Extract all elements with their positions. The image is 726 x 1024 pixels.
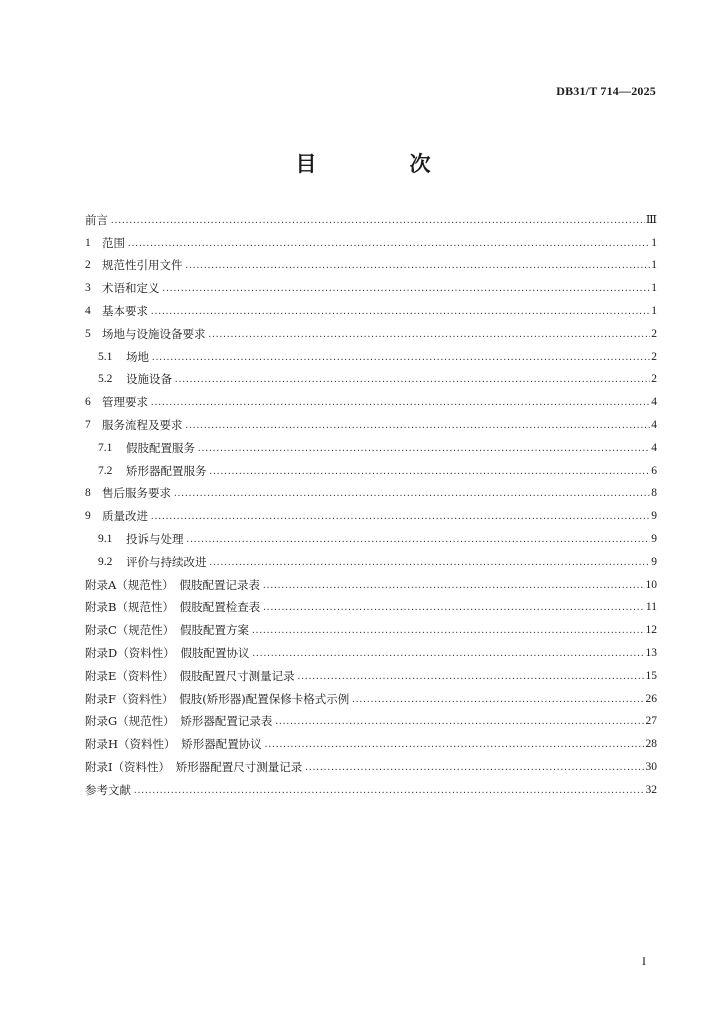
toc-entry-page: 10 <box>645 578 657 591</box>
toc-entry-page: 4 <box>651 418 657 431</box>
toc-entry-number: 3 <box>85 282 91 295</box>
toc-entry-number: 7.1 <box>98 441 113 454</box>
toc-entry[interactable] <box>85 456 657 479</box>
toc-entry-title: 场地 <box>126 349 149 364</box>
toc-entry-number: 1 <box>85 236 91 249</box>
toc-entry-page: 11 <box>645 601 657 614</box>
toc-dot-leader <box>163 282 651 296</box>
toc-entry-title: 附录F（资料性） 假肢(矫形器)配置保修卡格式示例 <box>85 691 350 706</box>
toc-entry-number: 2 <box>85 259 91 272</box>
toc-entry-title: 前言 <box>85 212 108 227</box>
toc-dot-leader <box>265 738 645 752</box>
toc-entry-title: 附录A（规范性） 假肢配置记录表 <box>85 577 261 592</box>
toc-entry-page: 8 <box>651 487 657 500</box>
toc-entry-page: 9 <box>651 555 657 568</box>
table-of-contents <box>85 205 657 798</box>
toc-dot-leader <box>298 670 645 684</box>
toc-dot-leader <box>111 214 645 228</box>
toc-entry-title: 基本要求 <box>102 303 148 318</box>
toc-entry-title: 设施设备 <box>126 372 172 387</box>
toc-entry-page: 1 <box>651 259 657 272</box>
toc-dot-leader <box>151 396 650 410</box>
toc-entry[interactable] <box>85 251 657 274</box>
toc-entry[interactable] <box>85 433 657 456</box>
toc-entry-page: 1 <box>651 282 657 295</box>
toc-entry-title: 术语和定义 <box>102 281 160 296</box>
toc-entry-title: 附录B（规范性） 假肢配置检查表 <box>85 600 261 615</box>
toc-entry-page: 27 <box>645 715 657 728</box>
toc-entry-page: 13 <box>645 646 657 659</box>
toc-entry-page: 32 <box>645 783 657 796</box>
toc-dot-leader <box>210 556 651 570</box>
toc-entry[interactable] <box>85 752 657 775</box>
toc-dot-leader <box>210 465 651 479</box>
toc-entry-number: 6 <box>85 396 91 409</box>
toc-entry-title: 参考文献 <box>85 782 131 797</box>
toc-entry-number: 9.2 <box>98 555 113 568</box>
toc-entry-page: 26 <box>645 692 657 705</box>
toc-entry-title: 管理要求 <box>102 395 148 410</box>
toc-entry-title: 服务流程及要求 <box>102 417 183 432</box>
toc-entry-title: 附录H（资料性） 矫形器配置协议 <box>85 737 262 752</box>
toc-entry-title: 场地与设施设备要求 <box>102 326 206 341</box>
toc-entry[interactable] <box>85 638 657 661</box>
toc-dot-leader <box>151 305 650 319</box>
toc-entry-number: 5.2 <box>98 373 113 386</box>
toc-entry-title: 评价与持续改进 <box>126 554 207 569</box>
toc-entry-title: 矫形器配置服务 <box>126 463 207 478</box>
toc-dot-leader <box>134 784 645 798</box>
toc-title: 目 次 <box>295 151 467 176</box>
toc-entry[interactable] <box>85 205 657 228</box>
toc-entry[interactable] <box>85 684 657 707</box>
toc-dot-leader <box>175 373 650 387</box>
toc-dot-leader <box>174 487 650 501</box>
toc-dot-leader <box>151 510 650 524</box>
toc-entry-title: 附录D（资料性） 假肢配置协议 <box>85 645 250 660</box>
toc-entry[interactable] <box>85 729 657 752</box>
toc-entry-page: 2 <box>651 350 657 363</box>
toc-dot-leader <box>252 624 644 638</box>
toc-entry[interactable] <box>85 228 657 251</box>
toc-dot-leader <box>198 442 650 456</box>
toc-entry-title: 附录C（规范性） 假肢配置方案 <box>85 623 250 638</box>
toc-entry-page: 15 <box>645 669 657 682</box>
toc-entry[interactable] <box>85 410 657 433</box>
toc-entry-number: 5.1 <box>98 350 113 363</box>
toc-dot-leader <box>152 351 650 365</box>
toc-dot-leader <box>186 259 651 273</box>
toc-entry[interactable] <box>85 319 657 342</box>
toc-dot-leader <box>263 601 645 615</box>
toc-entry-page: 28 <box>645 738 657 751</box>
toc-entry-title: 质量改进 <box>102 509 148 524</box>
toc-entry[interactable] <box>85 365 657 388</box>
toc-entry-number: 7 <box>85 418 91 431</box>
toc-entry-page: 1 <box>651 236 657 249</box>
toc-entry-page: 2 <box>651 373 657 386</box>
toc-entry-page: 9 <box>651 532 657 545</box>
toc-entry[interactable] <box>85 775 657 798</box>
toc-dot-leader <box>263 579 644 593</box>
toc-entry-title: 假肢配置服务 <box>126 440 195 455</box>
toc-entry-title: 范围 <box>102 235 125 250</box>
toc-entry[interactable] <box>85 593 657 616</box>
toc-entry-title: 附录I（资料性） 矫形器配置尺寸测量记录 <box>85 759 303 774</box>
toc-entry-title: 附录E（资料性） 假肢配置尺寸测量记录 <box>85 668 295 683</box>
toc-entry[interactable] <box>85 524 657 547</box>
page-number: I <box>642 954 646 968</box>
toc-entry-page: 30 <box>645 760 657 773</box>
toc-entry-page: Ⅲ <box>645 213 657 226</box>
toc-entry[interactable] <box>85 479 657 502</box>
toc-entry-number: 4 <box>85 304 91 317</box>
toc-entry[interactable] <box>85 387 657 410</box>
toc-entry-number: 5 <box>85 327 91 340</box>
toc-entry-title: 规范性引用文件 <box>102 258 183 273</box>
toc-entry-title: 附录G（规范性） 矫形器配置记录表 <box>85 714 273 729</box>
toc-entry-page: 12 <box>645 624 657 637</box>
toc-entry[interactable] <box>85 707 657 730</box>
toc-entry[interactable] <box>85 296 657 319</box>
toc-dot-leader <box>128 237 650 251</box>
toc-entry[interactable] <box>85 273 657 296</box>
toc-entry-page: 4 <box>651 441 657 454</box>
toc-entry[interactable] <box>85 615 657 638</box>
toc-entry-page: 6 <box>651 464 657 477</box>
toc-entry-title: 售后服务要求 <box>102 486 171 501</box>
toc-dot-leader <box>187 533 651 547</box>
toc-entry-page: 1 <box>651 304 657 317</box>
toc-dot-leader <box>186 419 651 433</box>
toc-entry-page: 2 <box>651 327 657 340</box>
toc-entry[interactable] <box>85 342 657 365</box>
toc-entry-number: 7.2 <box>98 464 113 477</box>
toc-entry[interactable] <box>85 501 657 524</box>
toc-entry[interactable] <box>85 661 657 684</box>
document-code: DB31/T 714—2025 <box>556 84 656 98</box>
toc-entry[interactable] <box>85 547 657 570</box>
toc-entry-page: 4 <box>651 396 657 409</box>
toc-dot-leader <box>305 761 644 775</box>
toc-entry[interactable] <box>85 570 657 593</box>
toc-entry-title: 投诉与处理 <box>126 531 184 546</box>
toc-entry-number: 9 <box>85 510 91 523</box>
toc-dot-leader <box>252 647 644 661</box>
toc-dot-leader <box>275 715 644 729</box>
toc-entry-number: 8 <box>85 487 91 500</box>
toc-dot-leader <box>209 328 651 342</box>
toc-entry-page: 9 <box>651 510 657 523</box>
toc-dot-leader <box>352 693 644 707</box>
toc-entry-number: 9.1 <box>98 532 113 545</box>
